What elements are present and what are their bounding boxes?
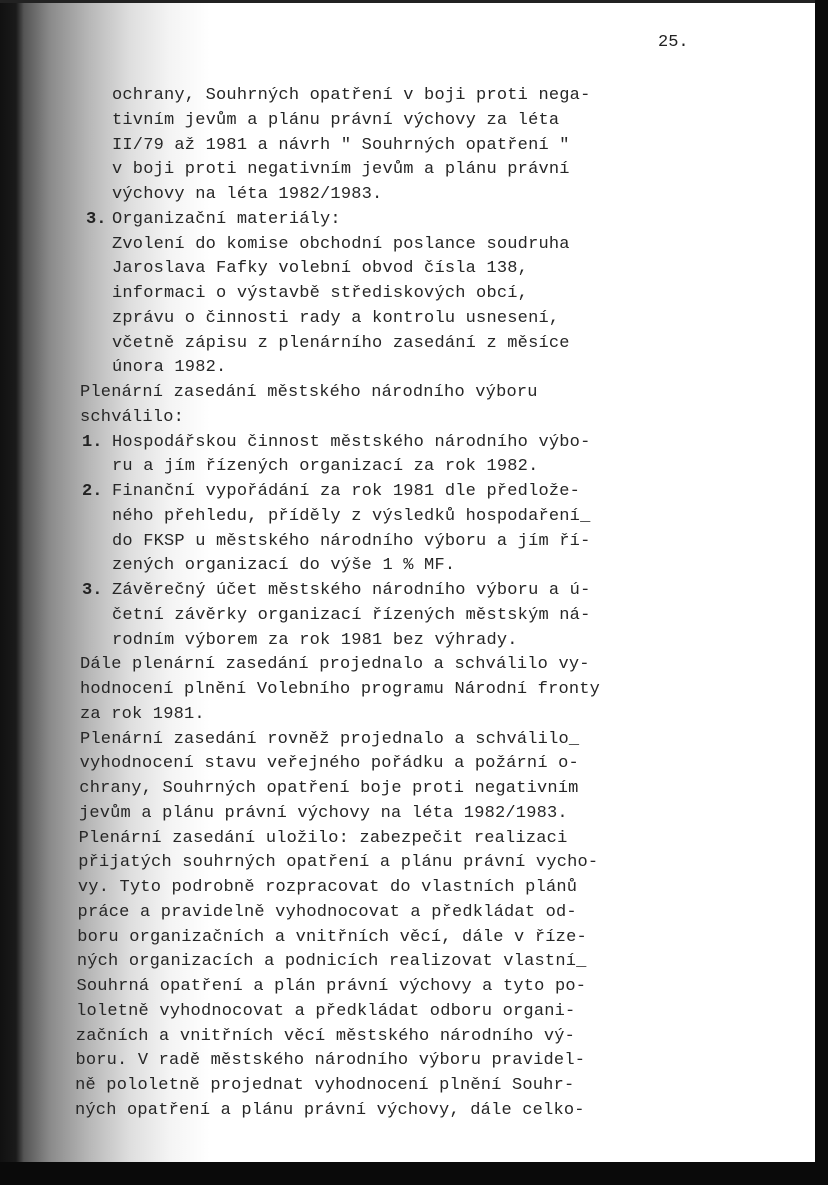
- text-line: včetně zápisu z plenárního zasedání z měsíce: [112, 333, 570, 353]
- text-line: Plenární zasedání městského národního výboru: [80, 383, 538, 402]
- text-line: ných organizacích a podnicích realizovat vlastní_: [76, 952, 587, 972]
- text-line: chrany, Souhrných opatření boje proti negativním: [79, 779, 579, 798]
- text-line: Závěrečný účet městského národního výboru a ú-: [112, 581, 591, 600]
- text-line: za rok 1981.: [80, 704, 205, 724]
- text-line: práce a pravidelně vyhodnocovat a předkládat od-: [77, 902, 577, 922]
- text-line: tivním jevům a plánu právní výchovy za léta: [112, 110, 560, 130]
- list-number: 1.: [82, 432, 103, 452]
- text-line: schválilo:: [80, 407, 185, 427]
- list-number: 3.: [86, 209, 107, 229]
- text-line: Souhrná opatření a plán právní výchovy a tyto po-: [76, 977, 587, 996]
- text-line: začních a vnitřních věcí městského národního vý-: [75, 1026, 576, 1046]
- list-number: 3.: [82, 581, 103, 600]
- text-line: do FKSP u městského národního výboru a jím ří-: [112, 531, 591, 551]
- list-number: 2.: [82, 482, 103, 501]
- text-line: II/79 až 1981 a návrh " Souhrných opatření ": [112, 135, 570, 155]
- text-line: ných opatření a plánu právní výchovy, dále celko-: [75, 1100, 585, 1120]
- text-line: Plenární zasedání uložilo: zabezpečit realizaci: [78, 828, 568, 848]
- text-line: informaci o výstavbě střediskových obcí,: [112, 284, 529, 303]
- text-line: v boji proti negativním jevům a plánu právní: [112, 160, 570, 180]
- text-line: Zvolení do komise obchodní poslance soudruha: [112, 234, 570, 254]
- text-line: loletně vyhodnocovat a předkládat odboru organi-: [76, 1001, 576, 1021]
- scan-border-bottom: [0, 1162, 828, 1185]
- page-number: 25.: [658, 33, 689, 52]
- text-line: Hospodářskou činnost městského národního výbo-: [112, 432, 591, 452]
- text-line: jevům a plánu právní výchovy na léta 1982/1983.: [78, 803, 568, 823]
- text-line: ru a jím řízených organizací za rok 1982.: [112, 457, 539, 477]
- scan-border-right: [815, 0, 828, 1185]
- text-line: vy. Tyto podrobně rozpracovat do vlastních plánů: [77, 878, 578, 897]
- text-line: ně pololetně projednat vyhodnocení plnění Souhr-: [75, 1076, 575, 1095]
- text-line: zených organizací do výše 1 % MF.: [112, 556, 456, 576]
- text-line: února 1982.: [112, 358, 227, 378]
- text-line: Plenární zasedání rovněž projednalo a schválilo_: [80, 729, 580, 749]
- text-line: hodnocení plnění Volebního programu Národní fronty: [80, 680, 601, 699]
- text-line: rodním výborem za rok 1981 bez výhrady.: [112, 630, 518, 650]
- text-line: ochrany, Souhrných opatření v boji proti nega-: [112, 86, 591, 105]
- text-line: boru organizačních a vnitřních věcí, dále v říze-: [77, 927, 587, 947]
- text-line: ného přehledu, příděly z výsledků hospodaření_: [112, 506, 591, 526]
- text-line: výchovy na léta 1982/1983.: [112, 185, 383, 204]
- text-line: boru. V radě městského národního výboru pravidel-: [75, 1051, 586, 1071]
- text-line: četní závěrky organizací řízených městským ná-: [112, 605, 591, 625]
- text-line: přijatých souhrných opatření a plánu právní vycho-: [78, 853, 599, 873]
- text-line: Finanční vypořádání za rok 1981 dle předlože-: [112, 482, 581, 501]
- text-line: vyhodnocení stavu veřejného pořádku a požární o-: [79, 754, 579, 774]
- text-line: Dále plenární zasedání projednalo a schválilo vy-: [80, 655, 590, 675]
- text-line: Jaroslava Fafky volební obvod čísla 138,: [112, 259, 529, 279]
- text-line: zprávu o činnosti rady a kontrolu usnesení,: [112, 308, 560, 328]
- scan-border-top: [0, 0, 828, 3]
- text-line: Organizační materiály:: [112, 209, 341, 229]
